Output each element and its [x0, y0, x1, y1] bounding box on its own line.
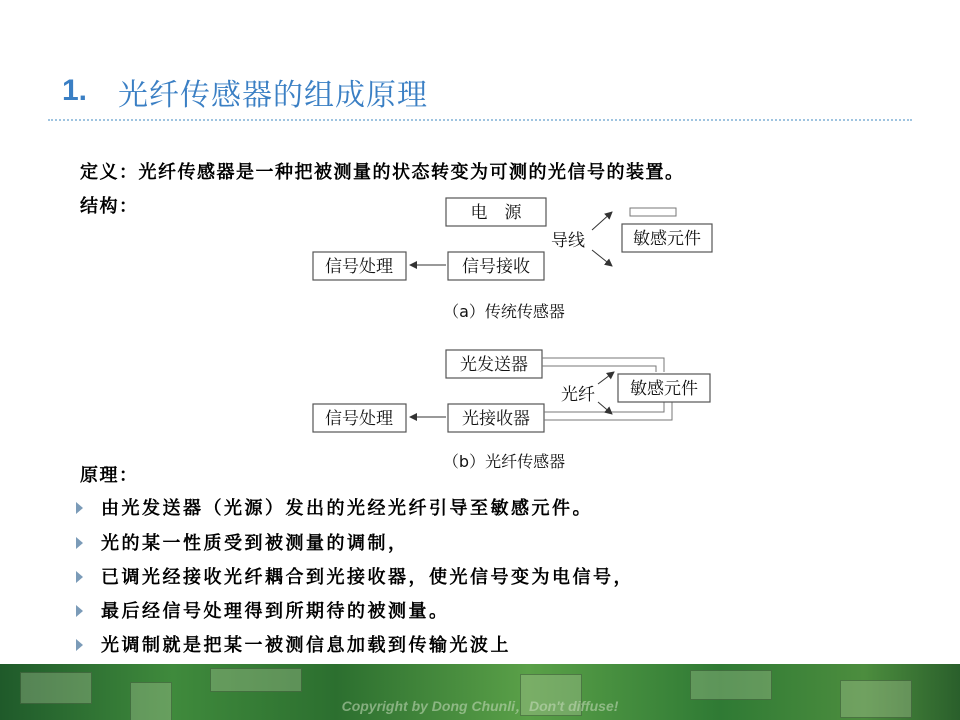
circuit-decoration [210, 668, 302, 692]
page-title: 光纤传感器的组成原理 [118, 78, 428, 113]
list-item: 光调制就是把某一被测信息加载到传输光波上 [76, 631, 511, 657]
definition-text: 定义：光纤传感器是一种把被测量的状态转变为可测的光信号的装置。 [80, 162, 685, 183]
fiber-path-top [542, 358, 664, 372]
receiver-label: 光接收器 [462, 409, 530, 429]
receiving-label: 信号接收 [462, 257, 530, 277]
wire-label: 导线 [551, 231, 585, 251]
principle-label: 原理： [80, 465, 139, 486]
list-item: 光的某一性质受到被测量的调制， [76, 529, 409, 555]
structure-label: 结构： [80, 196, 139, 217]
bullet-arrow-icon [76, 571, 83, 583]
power-label: 电 源 [470, 203, 522, 223]
sensor-label-a: 敏感元件 [633, 229, 701, 249]
fiber-arrow-up [598, 372, 614, 384]
caption-b: （b）光纤传感器 [442, 452, 566, 471]
caption-a: （a）传统传感器 [443, 302, 565, 321]
sensor-label-b: 敏感元件 [630, 379, 698, 399]
copyright-text: Copyright by Dong Chunli，Don't diffuse! [341, 698, 619, 714]
list-item: 最后经信号处理得到所期待的被测量。 [76, 597, 450, 623]
transmitter-label: 光发送器 [460, 355, 528, 375]
wire-arrow-up [592, 212, 612, 230]
diagram-traditional-sensor [313, 198, 712, 321]
diagram-fiber-sensor [313, 350, 710, 471]
wire-arrow-down [592, 250, 612, 266]
footer-banner [0, 664, 960, 720]
processing-label-b: 信号处理 [325, 409, 393, 429]
list-item: 已调光经接收光纤耦合到光接收器，使光信号变为电信号， [76, 563, 634, 589]
bullet-arrow-icon [76, 605, 83, 617]
processing-label-a: 信号处理 [325, 257, 393, 277]
bullet-arrow-icon [76, 502, 83, 514]
bullet-arrow-icon [76, 639, 83, 651]
list-item: 由光发送器（光源）发出的光经光纤引导至敏感元件。 [76, 494, 593, 520]
fiber-label: 光纤 [561, 385, 595, 405]
page-title-number: 1. [62, 74, 88, 107]
bullet-arrow-icon [76, 537, 83, 549]
